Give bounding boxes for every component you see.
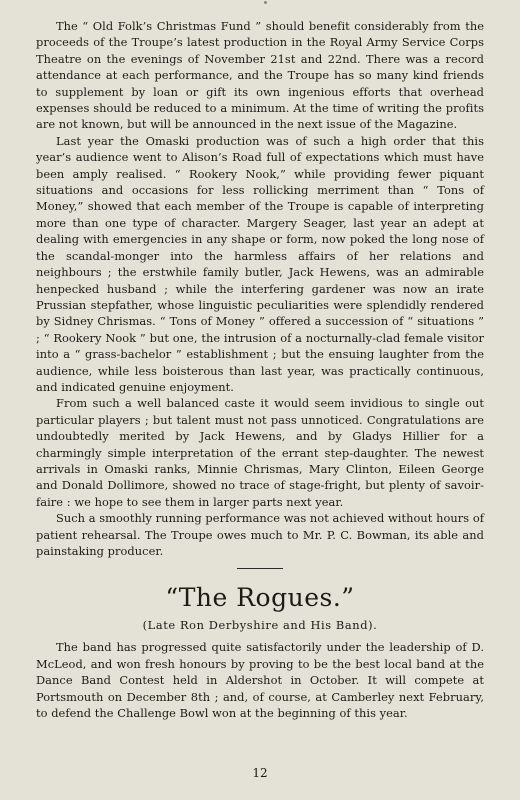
page-number: 12 <box>252 766 268 780</box>
paragraph-cast-praise: From such a well balanced caste it would seem invidious to single out particular players ; but talent must not pass unnoticed. Congratulations are undoubtedly merited by Jack Hewens, and by Gladys Hillier for a charmingly simple interpretation of the errant step-daughter. The newest arrivals in Omaski ranks, Minnie Chrismas, Mary Clinton, Eileen George and Donald Dollimore, showed no trace of stage-fright, but plenty of savoir-faire : we hope to see them in larger parts next year. <box>36 396 484 509</box>
paragraph-rogues-band: The band has progressed quite satisfactorily under the leadership of D. McLeod, and won fresh honours by proving to be the best local band at the Dance Band Contest held in Aldershot in October. It will compete at Portsmouth on December 8th ; and, of course, at Camberley next February, to defend the Challenge Bowl won at the beginning of this year. <box>36 640 484 721</box>
section-divider <box>237 568 283 569</box>
paragraph-christmas-fund: The “ Old Folk’s Christmas Fund ” should benefit considerably from the proceeds of the Troupe’s latest production in the Royal Army Service Corps Theatre on the evenings of November 21st and 22nd. There was a record attendance at each performance, and the Troupe has so many kind friends to supplement by loan or gift its own ingenious efforts that overhead expenses should be reduced to a minimum. At the time of writing the profits are not known, but will be announced in the next issue of the Magazine. <box>36 19 484 132</box>
print-speck <box>264 1 267 4</box>
paragraph-rookery-nook-review: Last year the Omaski production was of such a high order that this year’s audience went to Alison’s Road full of expectations which must have been amply realised. “ Rookery Nook,” while providing fewer piquant situations and occasions for less rollicking merriment than “ Tons of Money,” showed that each member of the Troupe is capable of interpreting more than one type of character. Margery Seager, last year an adept at dealing with emergencies in any shape or form, now poked the long nose of the scandal-monger into the harmless affairs of her relations and neighbours ; the erstwhile family butler, Jack Hewens, was an admirable henpecked husband ; while the interfering gardener was now an irate Prussian stepfather, whose linguistic peculiarities were splendidly rendered by Sidney Chrismas. “ Tons of Money ” offered a succession of “ situations ” ; “ Rookery Nook ” but one, the intrusion of a nocturnally-clad female visitor into a “ grass-bachelor ” establishment ; but the ensuing laughter from the audience, while less boisterous than last year, was practically continuous, and indicated genuine enjoyment. <box>36 133 484 394</box>
section-title: “The Rogues.” <box>165 583 355 613</box>
paragraph-rehearsal: Such a smoothly running performance was not achieved without hours of patient rehearsal. The Troupe owes much to Mr. P. C. Bowman, its able and painstaking producer. <box>36 511 484 558</box>
section-subtitle: (Late Ron Derbyshire and His Band). <box>142 618 378 633</box>
